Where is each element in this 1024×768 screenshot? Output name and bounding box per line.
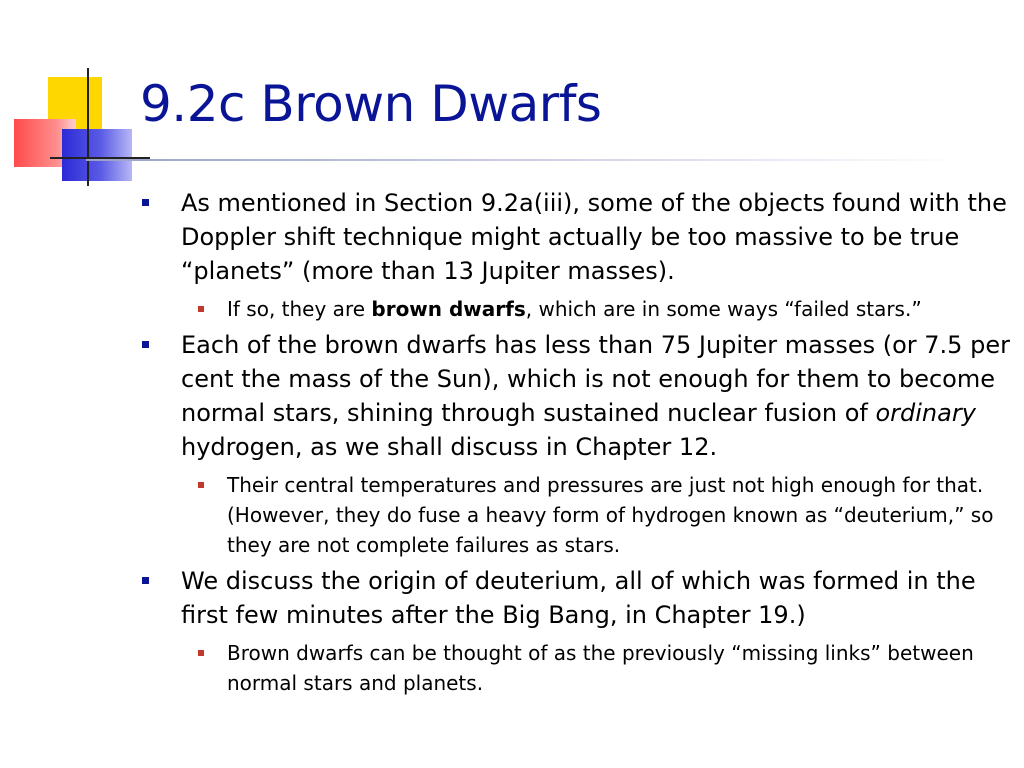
- bullet-text: As mentioned in Section 9.2a(iii), some of the objects found with the Doppler shift technique might actually be too massive to be true “planets” (more than 13 Jupiter masses).: [181, 189, 1007, 285]
- square-bullet-icon: [142, 341, 149, 348]
- sub-bullet-item: [140, 294, 1010, 324]
- sub-bullet-text: Their central temperatures and pressures are just not high enough for that. (However, they do fuse a heavy form of hydrogen known as “deuterium,” so they are not complete failures as stars.: [227, 473, 994, 557]
- bullet-text: Each of the brown dwarfs has less than 75 Jupiter masses (or 7.5 per cent the mass of the Sun), which is not enough for them to become normal stars, shining through sustained nuclear fusion of ordinary hydrogen, as we shall discuss in Chapter 12.: [181, 331, 1010, 461]
- square-bullet-icon: [198, 306, 204, 312]
- slide-body: [140, 186, 1010, 702]
- bullet-text: We discuss the origin of deuterium, all of which was formed in the first few minutes after the Big Bang, in Chapter 19.): [181, 567, 976, 629]
- slide-title: 9.2c Brown Dwarfs: [140, 75, 602, 133]
- bullet-item: [140, 328, 1010, 464]
- bullet-item: [140, 564, 1010, 632]
- square-bullet-icon: [142, 199, 149, 206]
- emphasis-ordinary: ordinary: [875, 399, 976, 427]
- slide-logo-decoration: [0, 0, 150, 200]
- square-bullet-icon: [142, 577, 149, 584]
- square-bullet-icon: [198, 650, 204, 656]
- logo-vertical-line: [87, 68, 89, 186]
- square-bullet-icon: [198, 482, 204, 488]
- sub-bullet-text: If so, they are brown dwarfs, which are in some ways “failed stars.”: [227, 297, 922, 321]
- sub-bullet-text: Brown dwarfs can be thought of as the previously “missing links” between normal stars and planets.: [227, 641, 974, 695]
- bullet-item: [140, 186, 1010, 288]
- sub-bullet-item: [140, 470, 1010, 560]
- emphasis-brown-dwarfs: brown dwarfs: [371, 297, 526, 321]
- sub-bullet-item: [140, 638, 1010, 698]
- title-underline: [86, 159, 966, 161]
- logo-blue-square: [62, 129, 132, 181]
